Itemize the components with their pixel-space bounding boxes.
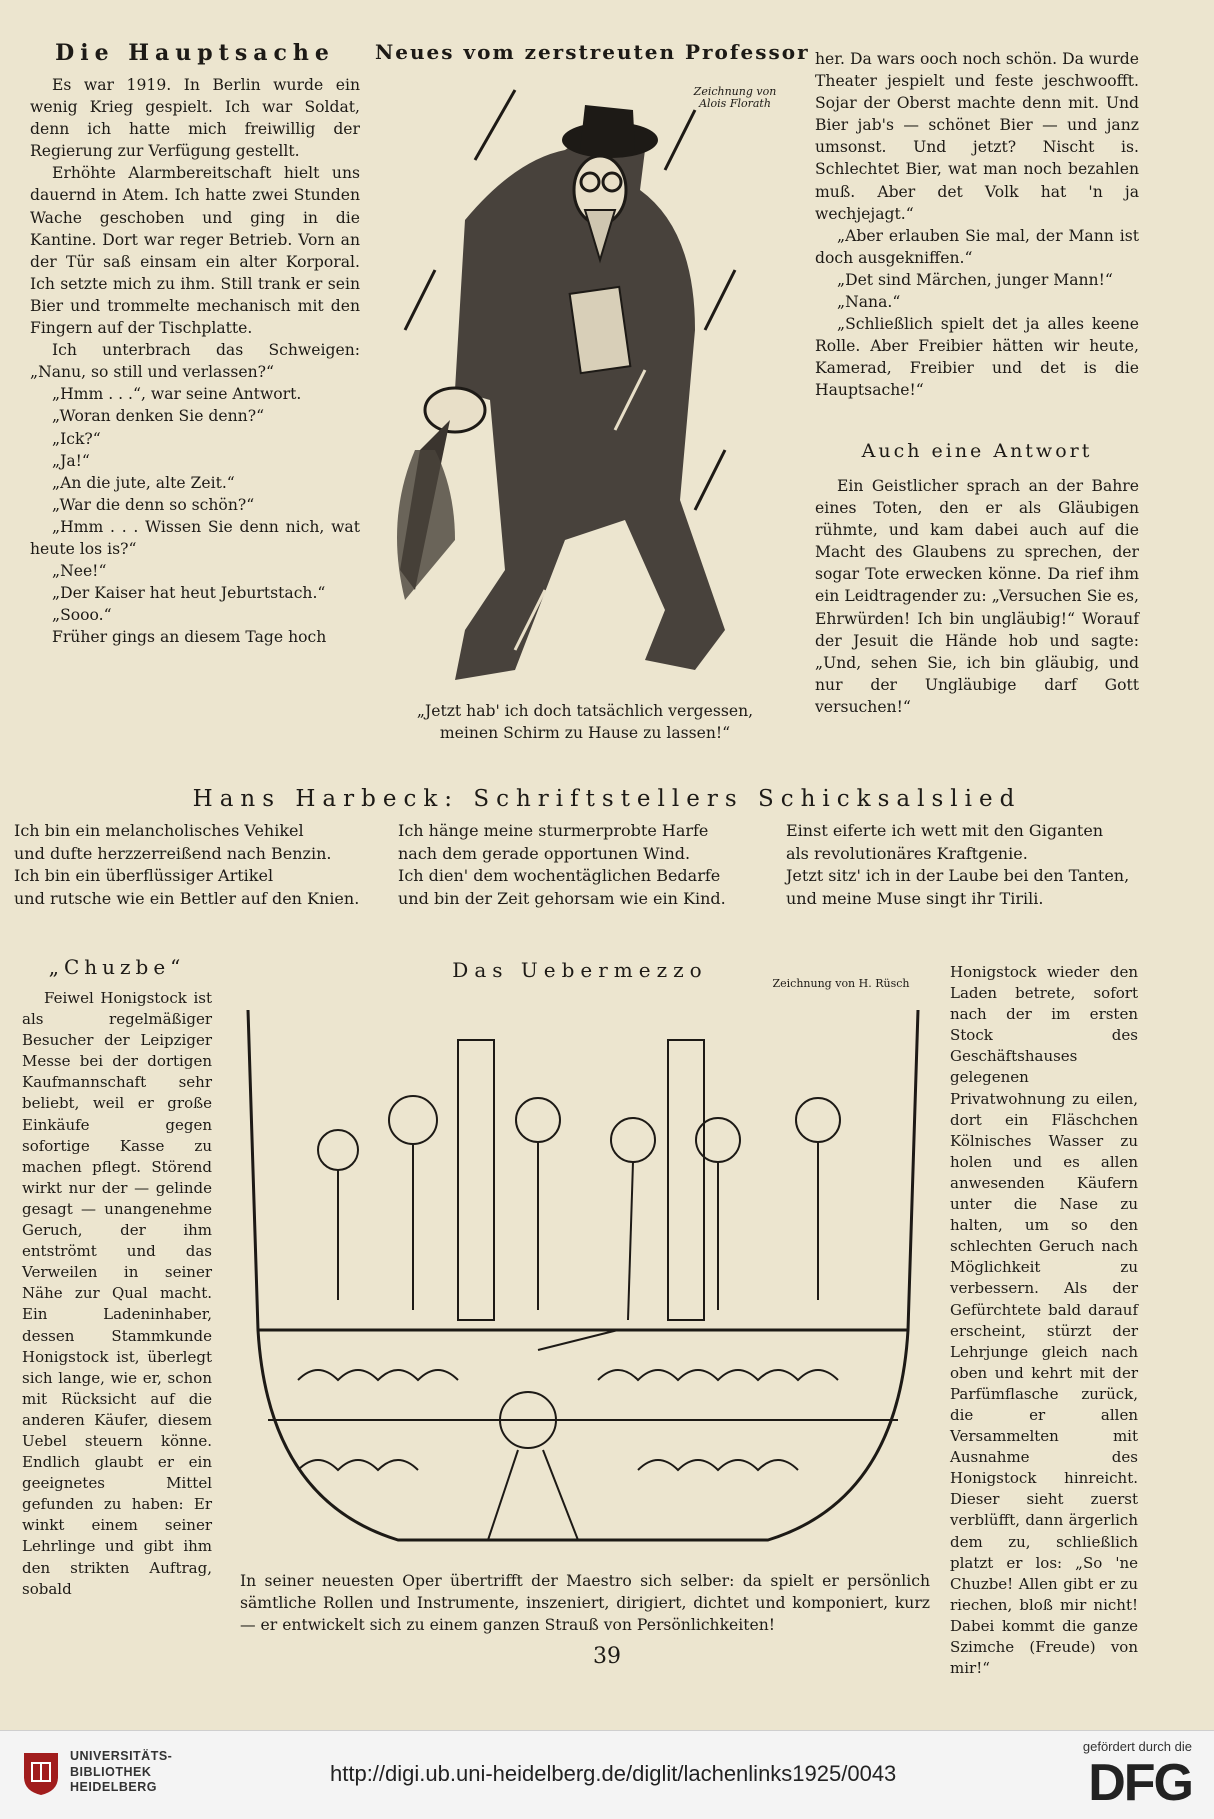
article-title-hauptsache: Die Hauptsache — [55, 40, 335, 66]
poem-line: und rutsche wie ein Bettler auf den Knien. — [14, 888, 360, 908]
poem-line: Einst eiferte ich wett mit den Giganten — [786, 821, 1104, 840]
paragraph: Es war 1919. In Berlin wurde ein wenig Krieg gespielt. Ich war Soldat, denn ich hatte mich freiwillig der Regierung zur Verfügung gestellt. — [30, 76, 360, 161]
institution-line: UNIVERSITÄTS- — [70, 1749, 173, 1763]
illustration-caption-professor — [395, 700, 775, 744]
poem-title: Hans Harbeck: Schriftstellers Schicksalslied — [192, 786, 1022, 812]
article-antwort — [815, 475, 1139, 750]
credit-line: Zeichnung von — [693, 85, 777, 98]
credit-line: Alois Florath — [699, 97, 771, 110]
paragraph: „Nana.“ — [837, 293, 901, 312]
source-url-link[interactable]: http://digi.ub.uni-heidelberg.de/diglit/lachenlinks1925/0043 — [330, 1761, 897, 1786]
university-seal-icon — [20, 1749, 62, 1797]
poem-line: Ich bin ein überflüssiger Artikel — [14, 866, 274, 885]
paragraph: „Woran denken Sie denn?“ — [52, 407, 265, 426]
article-title-chuzbe: „Chuzbe“ — [48, 955, 186, 979]
poem-line: Ich hänge meine sturmerprobte Harfe — [398, 821, 709, 840]
poem-line: nach dem gerade opportunen Wind. — [398, 843, 691, 863]
paragraph: Ein Geistlicher sprach an der Bahre eines Toten, den er als Gläubigen rühmte, und kam dabei auch auf die Macht des Glaubens zu sprechen, der sogar Tote erwecken könne. Da rief ihm ein Leidtragender zu: „Versuchen Sie es, Ehrwürden! Ich bin ungläubig!“ Worauf der Jesuit die Hände hob und sagte: „Und, sehen Sie, ich bin gläubig, und nur der Ungläubige darf Gott versuchen!“ — [815, 477, 1139, 716]
article-title-antwort: Auch eine Antwort — [861, 440, 1093, 462]
paragraph: Ich unterbrach das Schweigen: „Nanu, so still und verlassen?“ — [30, 341, 360, 382]
poem-stanza-3 — [786, 820, 1186, 910]
paragraph: „Hmm . . . Wissen Sie denn nich, wat heute los is?“ — [30, 517, 360, 558]
poem-line: und bin der Zeit gehorsam wie ein Kind. — [398, 888, 726, 908]
paragraph: „Hmm . . .“, war seine Antwort. — [52, 385, 302, 404]
article-hauptsache-continued — [815, 48, 1139, 408]
paragraph: „Det sind Märchen, junger Mann!“ — [837, 270, 1113, 289]
institution-name — [70, 1749, 172, 1796]
paragraph: „An die jute, alte Zeit.“ — [52, 473, 235, 492]
uebermezzo-drawing — [238, 1000, 928, 1560]
poem-line: Ich dien' dem wochentäglichen Bedarfe — [398, 866, 721, 885]
digitization-footer — [0, 1730, 1214, 1819]
funding-note: gefördert durch die — [1082, 1739, 1192, 1754]
article-chuzbe-left — [22, 988, 212, 1668]
paragraph: Früher gings an diesem Tage hoch — [52, 628, 327, 647]
paragraph: her. Da wars ooch noch schön. Da wurde Theater jespielt und feste jeschwoofft. Sojar der Oberst machte denn mit. Und Bier jab's — schönet Bier — und janz umsonst. Und jetzt? Nischt is. Schlechtet Bier, wat man noch bezahlen muß. Aber det Volk hat 'n ja wechjejagt.“ — [815, 50, 1139, 223]
article-hauptsache — [30, 74, 360, 750]
paragraph: „Der Kaiser hat heut Jeburtstach.“ — [52, 584, 326, 603]
paragraph: Feiwel Honigstock ist als regelmäßiger Besucher der Leipziger Messe bei der dortigen Kaufmannschaft sehr beliebt, weil er große Einkäufe gegen sofortige Kasse zu machen pflegt. Störend wirkt nur der — gelinde gesagt — unangenehme Geruch, der ihm entströmt und das Verweilen in seiner Nähe zur Qual macht. Ein Ladeninhaber, dessen Stammkunde Honigstock ist, überlegt sich lange, wie er, schon mit Rücksicht auf die anderen Käufer, diesem Uebel steuern könne. Endlich glaubt er ein geeignetes Mittel gefunden zu haben: Er winkt einem seiner Lehrlinge und gibt ihm den strikten Auftrag, sobald — [22, 989, 212, 1598]
paragraph: „Schließlich spielt det ja alles keene Rolle. Aber Freibier hätten wir heute, Kamerad, Freibier und det is die Hauptsache!“ — [815, 315, 1139, 400]
paragraph: Erhöhte Alarmbereitschaft hielt uns dauernd in Atem. Ich hatte zwei Stunden Wache geschoben und ging in die Kantine. Dort war reger Betrieb. Vorn an der Tür saß einsam ein alter Korporal. Ich setzte mich zu ihm. Still trank er sein Bier und trommelte mechanisch mit den Fingern auf der Tischplatte. — [30, 164, 360, 338]
paragraph: Honigstock wieder den Laden betrete, sofort nach der im ersten Stock des Geschäftshauses gelegenen Privatwohnung zu eilen, dort ein Fläschchen Kölnisches Wasser zu holen und es allen anwesenden Käufern unter die Nase zu halten, um so den schlechten Geruch nach Möglichkeit zu verbessern. Als der Gefürchtete bald darauf erscheint, stürzt der Lehrjunge gleich nach oben und kehrt mit der Parfümflasche zurück, die er allen Versammelten mit Ausnahme des Honigstock hinreicht. Dieser sieht zuerst verblüfft, dann ärgerlich dem zu, schließlich platzt er los: „So 'ne Chuzbe! Allen gibt er zu riechen, bloß mir nicht! Dabei kommt die ganze Szimche (Freude) von mir!“ — [950, 963, 1138, 1678]
poem-line: Ich bin ein melancholisches Vehikel — [14, 821, 304, 840]
poem-line: als revolutionäres Kraftgenie. — [786, 843, 1028, 863]
illustration-caption-uebermezzo: In seiner neuesten Oper übertrifft der Maestro sich selber: da spielt er persönlich sämtliche Rollen und Instrumente, inszeniert, dirigiert, dichtet und komponiert, kurz — er entwickelt sich zu einem ganzen Strauß von Persönlichkeiten! — [240, 1572, 930, 1634]
poem-line: und meine Muse singt ihr Tirili. — [786, 888, 1044, 908]
paragraph: „Ja!“ — [52, 451, 90, 470]
poem-line: und dufte herzzerreißend nach Benzin. — [14, 843, 332, 863]
paragraph: „War die denn so schön?“ — [52, 495, 255, 514]
paragraph: „Sooo.“ — [52, 606, 112, 625]
dfg-logo: DFG — [1088, 1754, 1192, 1812]
illustration-title-uebermezzo: Das Uebermezzo — [452, 958, 708, 982]
institution-line: BIBLIOTHEK — [70, 1764, 152, 1779]
paragraph: „Aber erlauben Sie mal, der Mann ist doch ausgekniffen.“ — [815, 226, 1139, 267]
poem-stanza-1 — [14, 820, 384, 910]
illustration-title-professor: Neues vom zerstreuten Professor — [375, 40, 810, 64]
professor-drawing — [395, 70, 775, 690]
poem-line: Jetzt sitz' ich in der Laube bei den Tanten, — [786, 866, 1130, 885]
institution-line: HEIDELBERG — [70, 1780, 157, 1794]
paragraph: „Ick?“ — [52, 429, 101, 448]
caption-line: meinen Schirm zu Hause zu lassen!“ — [439, 724, 731, 742]
caption-line: „Jetzt hab' ich doch tatsächlich vergessen, — [416, 702, 754, 720]
page-number: 39 — [593, 1644, 621, 1669]
poem-stanza-2 — [398, 820, 768, 910]
illustration-credit-ruesch: Zeichnung von H. Rüsch — [772, 977, 910, 990]
article-chuzbe-right — [950, 962, 1138, 1678]
paragraph: „Nee!“ — [52, 562, 107, 581]
